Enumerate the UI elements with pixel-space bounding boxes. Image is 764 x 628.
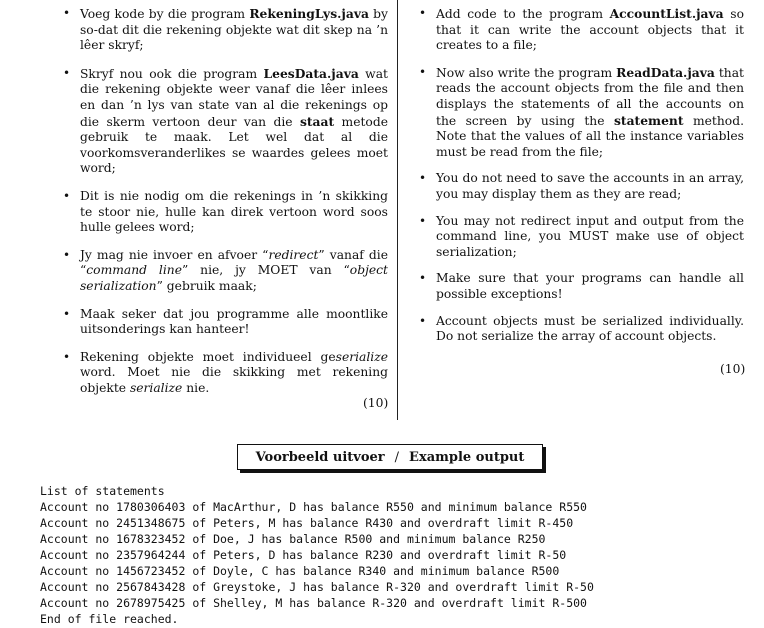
banner-english-label: Example output [409, 449, 525, 465]
output-line: Account no 2357964244 of Peters, D has balance R230 and overdraft limit R-50 [40, 548, 567, 562]
bold-term: statement [613, 112, 684, 128]
output-line: Account no 2567843428 of Greystoke, J has balance R-320 and overdraft limit R-50 [40, 580, 594, 594]
bold-term: AccountList.java [609, 6, 724, 21]
example-output-block [40, 483, 594, 627]
output-line: Account no 2451348675 of Peters, M has balance R430 and overdraft limit R-450 [40, 516, 574, 530]
left-bullet-item: • Maak seker dat jou programme alle moontlike uitsonderings kan hanteer! [62, 307, 388, 338]
bold-term: RekeningLys.java [249, 6, 369, 21]
column-divider [397, 0, 398, 420]
left-bullet-item: • Skryf nou ook die program LeesData.java wat die rekening objekte weer vanaf die lêer inlees en dan ’n lys van state van al die rekenings op die skerm vertoon deur van die staat metode gebruik te maak. Let wel dat al die voorkomsveranderlikes se waardes gelees moet word; [62, 66, 388, 177]
left-bullet-item: • Dit is nie nodig om die rekenings in ’n skikking te stoor nie, hulle kan direk vertoon word soos hulle gelees word; [62, 189, 388, 236]
left-bullet-item: • Jy mag nie invoer en afvoer “redirect” vanaf die “command line” nie, jy MOET van “object serialization” gebruik maak; [62, 248, 388, 295]
output-line: Account no 1678323452 of Doe, J has balance R500 and minimum balance R250 [40, 532, 546, 546]
left-bullet-item: • Voeg kode by die program RekeningLys.java by so-dat dit die rekening objekte wat dit skep na ’n lêer skryf; [62, 6, 388, 54]
right-bullet-item: • You may not redirect input and output from the command line, you MUST make use of object serialization; [418, 214, 744, 261]
bold-term: ReadData.java [616, 64, 715, 80]
italic-term: command line [86, 263, 182, 278]
output-line: List of statements [40, 484, 165, 498]
italic-term: serialize [129, 380, 183, 395]
bold-term: LeesData.java [263, 65, 359, 81]
right-bullet-item: • Add code to the program AccountList.java so that it can write the account objects that it creates to a file; [418, 6, 744, 54]
left-bullet-list [62, 6, 388, 396]
italic-term: serialize [335, 349, 388, 364]
output-line: Account no 1456723452 of Doyle, C has balance R340 and minimum balance R500 [40, 564, 560, 578]
right-bullet-item: • Account objects must be serialized individually. Do not serialize the array of account objects. [418, 314, 744, 345]
example-output-banner [237, 444, 543, 470]
output-line: End of file reached. [40, 612, 179, 626]
output-line: Account no 1780306403 of MacArthur, D has balance R550 and minimum balance R550 [40, 500, 587, 514]
left-column-afrikaans [62, 6, 388, 408]
left-bullet-item: • Rekening objekte moet individueel geserialize word. Moet nie die skikking met rekening objekte serialize nie. [62, 350, 388, 397]
right-bullet-item: • You do not need to save the accounts in an array, you may display them as they are read; [418, 171, 744, 202]
left-marks: (10) [363, 396, 389, 410]
right-bullet-item: • Now also write the program ReadData.java that reads the account objects from the file and then displays the statements of all the accounts on the screen by using the statement method. Note that the values of all the instance variables must be read from the file; [418, 65, 744, 161]
right-column-english [418, 6, 744, 356]
right-marks: (10) [720, 362, 746, 376]
right-bullet-list [418, 6, 744, 345]
banner-separator: / [394, 449, 400, 465]
bold-term: staat [299, 113, 335, 129]
right-bullet-item: • Make sure that your programs can handle all possible exceptions! [418, 271, 744, 302]
italic-term: object serialization [80, 263, 388, 293]
banner-afrikaans-label: Voorbeeld uitvoer [255, 449, 385, 465]
italic-term: redirect [268, 247, 319, 262]
output-line: Account no 2678975425 of Shelley, M has balance R-320 and overdraft limit R-500 [40, 596, 587, 610]
